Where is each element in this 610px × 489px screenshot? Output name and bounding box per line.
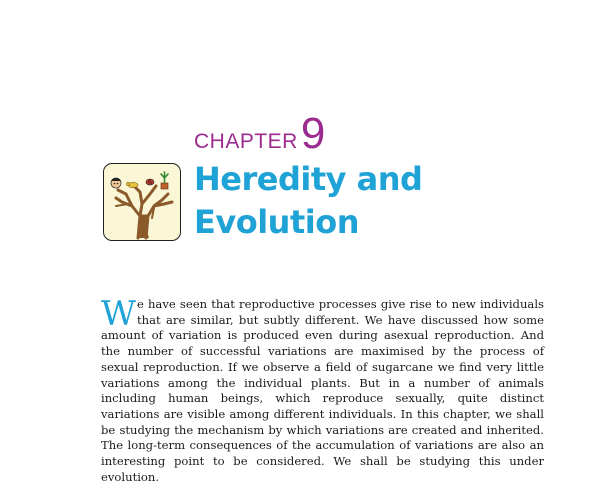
title-line-1: Heredity and [194, 160, 423, 198]
intro-paragraph [101, 294, 544, 485]
tree-of-life-icon [104, 164, 180, 240]
title-line-2: Evolution [194, 203, 359, 241]
chapter-title [194, 158, 422, 244]
chapter-emblem [103, 163, 181, 241]
drop-cap: W [101, 294, 136, 334]
chapter-word: CHAPTER [194, 130, 298, 153]
paragraph-text: e have seen that reproductive processes give rise to new individuals that are similar, but subtly different. We have discussed how some amount of variation is produced even during asexual reproduction. And the number of successful variations are maximised by the process of sexual reproduction. If we observe a field of sugarcane we find very little variations among the individual plants. But in a number of animals including human beings, which reproduce sexually, quite distinct variations are visible among different individuals. In this chapter, we shall be studying the mechanism by which variations are created and inherited. The long-term consequences of the accumulation of variations are also an interesting point to be considered. We shall be studying this under evolution. [101, 297, 544, 484]
chapter-number: 9 [300, 109, 326, 158]
chapter-label [194, 109, 326, 158]
